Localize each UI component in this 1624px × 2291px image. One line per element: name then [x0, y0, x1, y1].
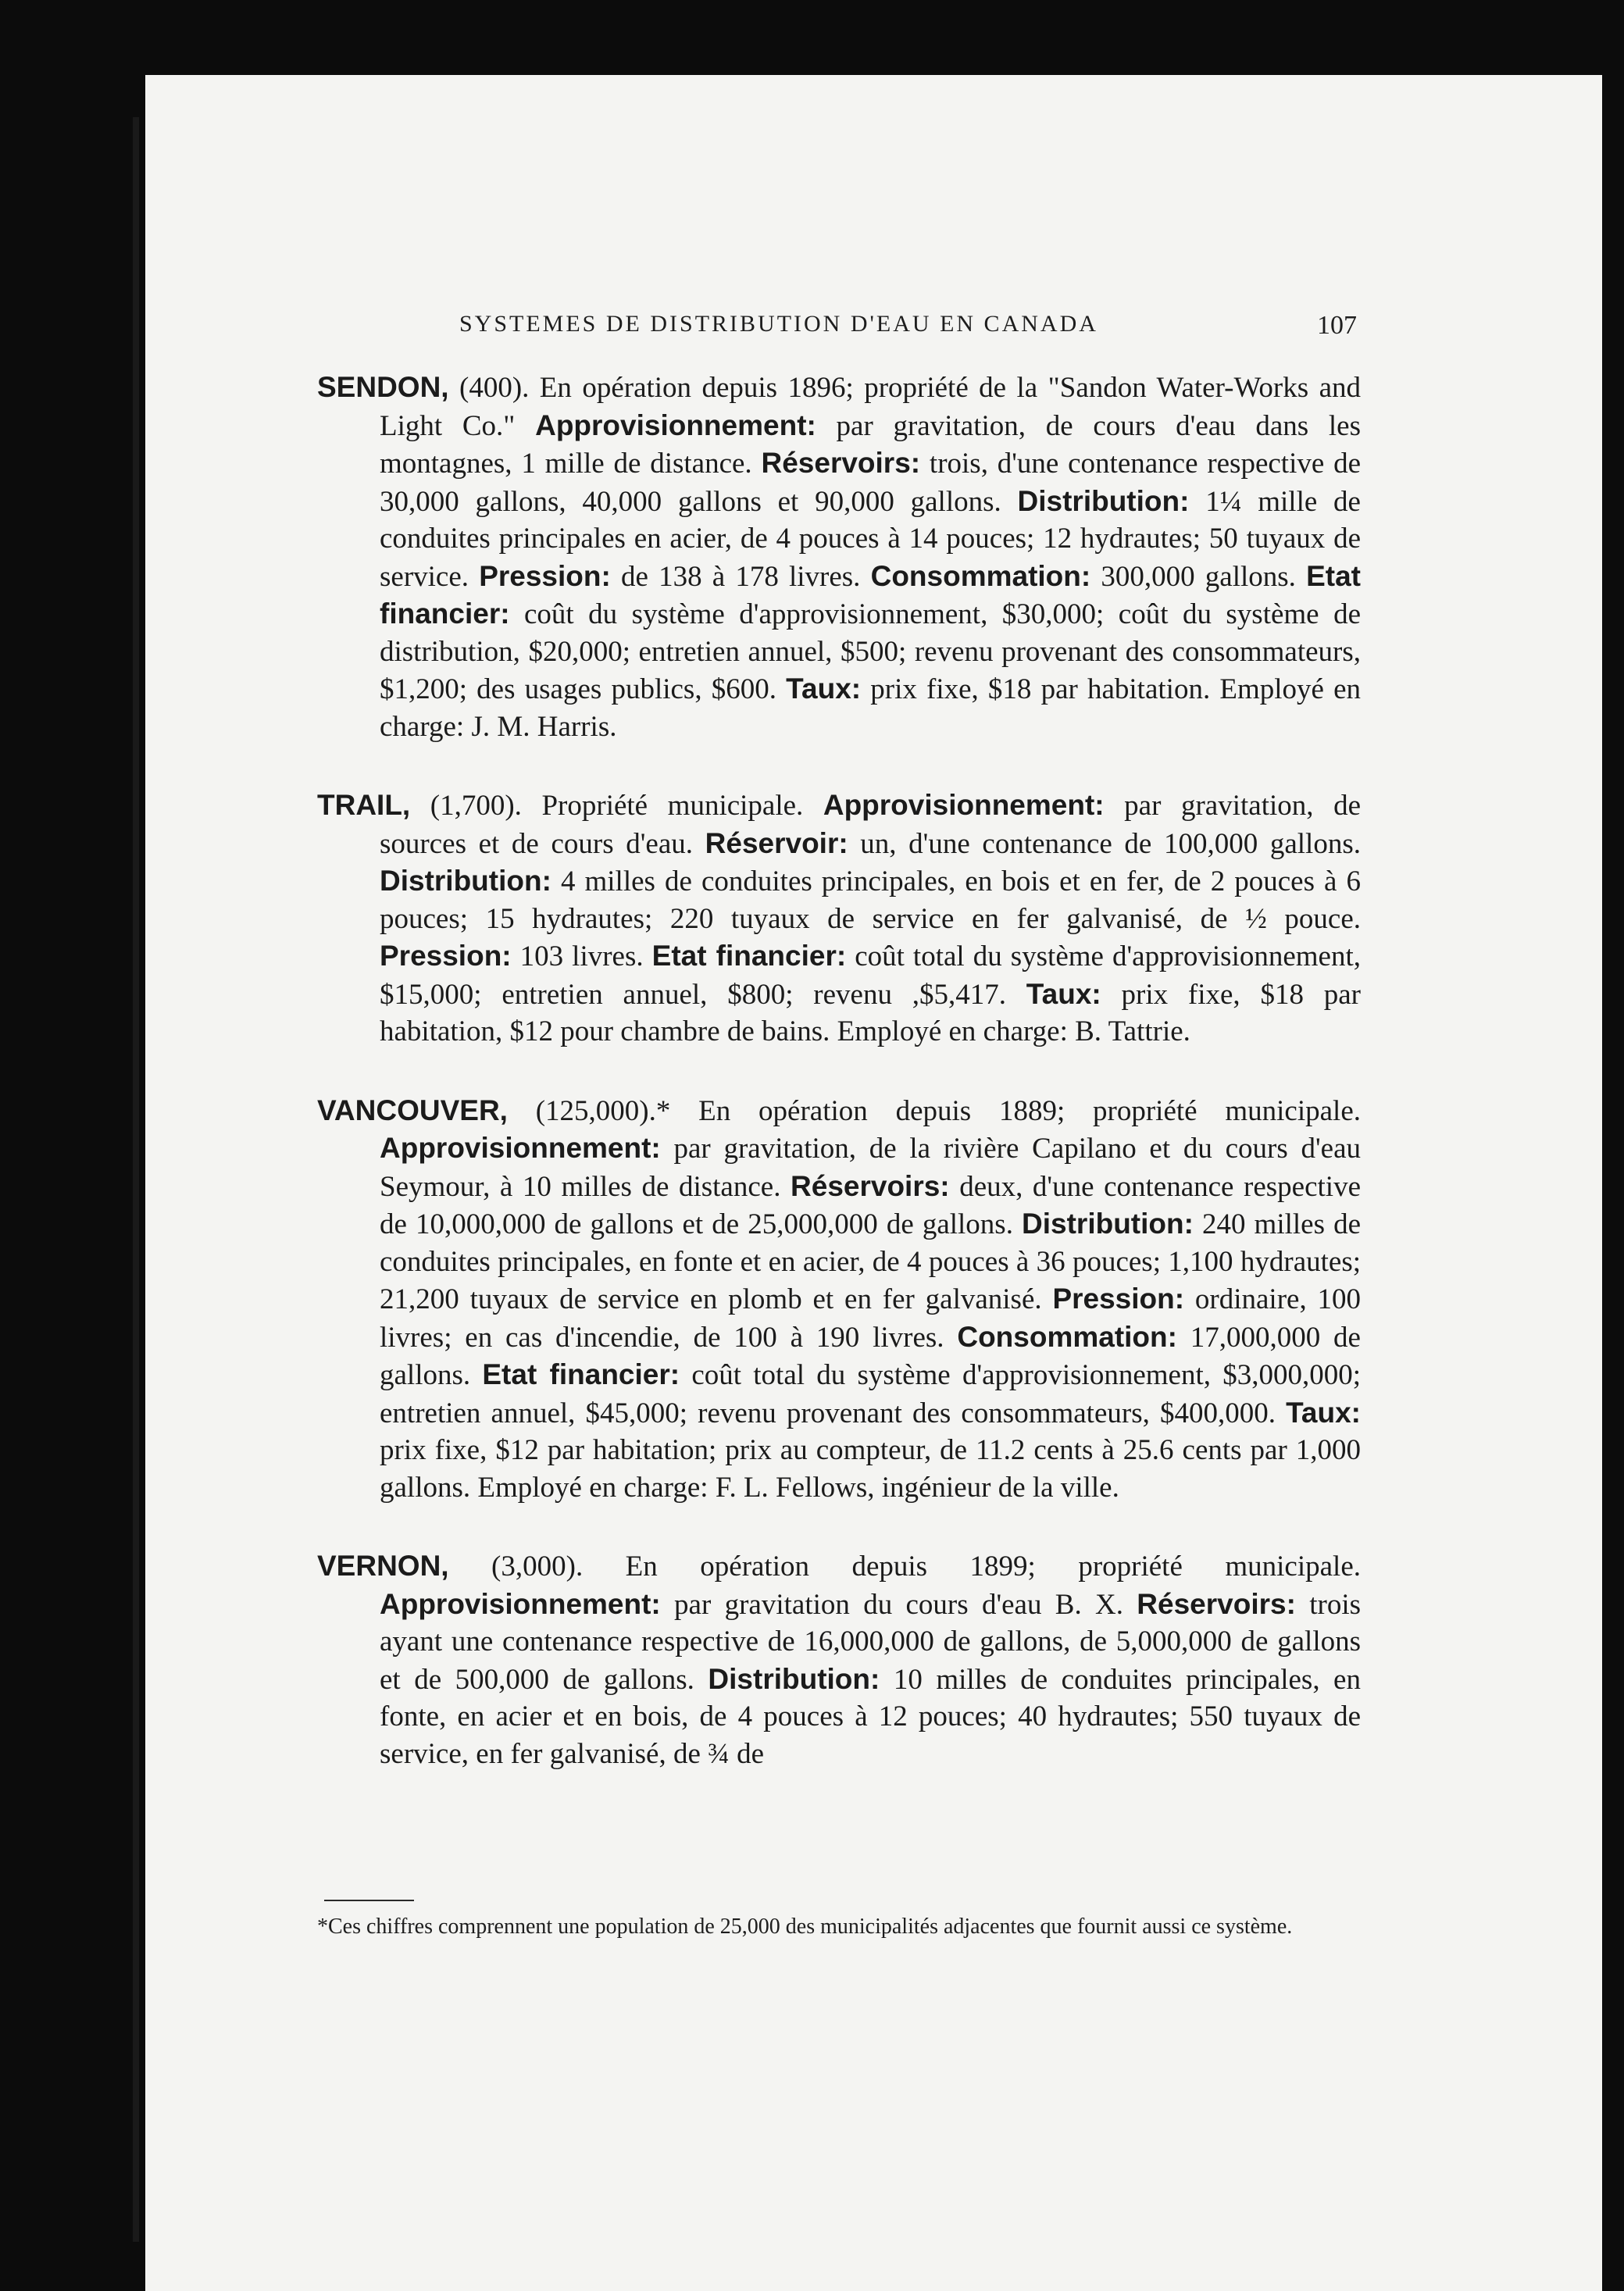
field-label: Approvisionnement:: [380, 1132, 661, 1164]
entry-text: coût total du système d'approvisionnement, $15,000; entretien annuel, $800; revenu ,$5,417.: [380, 940, 1361, 1011]
field-label: Approvisionnement:: [535, 409, 816, 441]
entry-text: 17,000,000 de gallons.: [380, 1321, 1361, 1391]
entry-text: coût du système d'approvisionnement, $30,000; coût du système de distribution, $20,000; entretien annuel, $500; revenu provenant des consommateurs, $1,200; des usages publics, $600.: [380, 598, 1361, 705]
field-label: Pression:: [1052, 1283, 1185, 1315]
field-label: Approvisionnement:: [380, 1587, 661, 1620]
entry-text: deux, d'une contenance respective de 10,000,000 de gallons et de 25,000,000 de gallons.: [380, 1170, 1361, 1240]
field-label: Réservoir:: [705, 826, 848, 859]
field-label: Consommation:: [957, 1320, 1177, 1353]
entry-text: (1,700). Propriété municipale.: [410, 790, 823, 822]
entry-text: 1¼ mille de conduites principales en acier, de 4 pouces à 14 pouces; 12 hydrautes; 50 tuyaux de service.: [380, 485, 1361, 593]
entry-text: (400). En opération depuis 1896; propriété de la "Sandon Water-Works and Light Co.": [380, 372, 1361, 442]
entry-text: par gravitation, de la rivière Capilano et du cours d'eau Seymour, à 10 milles de distance.: [380, 1133, 1361, 1203]
entry-name: SENDON,: [317, 371, 449, 403]
entry-body: [380, 790, 1361, 1047]
entry-text: trois, d'une contenance respective de 30,000 gallons, 40,000 gallons et 90,000 gallons.: [380, 448, 1362, 518]
field-label: Approvisionnement:: [823, 789, 1105, 821]
entry-body: [380, 372, 1361, 743]
field-label: Distribution:: [380, 865, 551, 897]
entry-name: VANCOUVER,: [317, 1094, 508, 1126]
running-title: SYSTEMES DE DISTRIBUTION D'EAU EN CANADA: [459, 311, 1098, 337]
entry-text: de 138 à 178 livres.: [610, 560, 871, 593]
footnote: *Ces chiffres comprennent une population de 25,000 des municipalités adjacentes que fournit aussi ce système.: [317, 1915, 1293, 1939]
entry-sendon: [317, 369, 1361, 745]
page-number: 107: [1317, 311, 1357, 340]
book-binding-edge: [133, 117, 139, 2242]
entry-text: (3,000). En opération depuis 1899; propriété municipale.: [448, 1551, 1361, 1583]
field-label: Taux:: [786, 673, 862, 705]
entry-body: [380, 1095, 1361, 1504]
field-label: Distribution:: [1017, 484, 1190, 517]
entry-vancouver: [317, 1092, 1361, 1507]
entry-text: par gravitation du cours d'eau B. X.: [660, 1588, 1137, 1621]
field-label: Etat financier:: [482, 1358, 680, 1390]
field-label: Distribution:: [708, 1662, 880, 1695]
field-label: Réservoirs:: [1137, 1587, 1296, 1620]
entry-text: un, d'une contenance de 100,000 gallons.: [848, 827, 1361, 860]
entry-vernon: [317, 1547, 1361, 1772]
footnote-rule: [324, 1900, 414, 1901]
field-label: Consommation:: [870, 559, 1091, 592]
entry-body: [380, 1551, 1361, 1770]
field-label: Etat financier:: [380, 559, 1361, 630]
field-label: Réservoirs:: [761, 447, 921, 479]
field-label: Distribution:: [1022, 1208, 1194, 1240]
entries-list: [317, 369, 1361, 1814]
field-label: Taux:: [1026, 977, 1101, 1010]
entry-trail: [317, 787, 1361, 1051]
entry-text: coût total du système d'approvisionnement, $3,000,000; entretien annuel, $45,000; revenu provenant des consommateurs, $400,000.: [380, 1359, 1362, 1429]
entry-text: 240 milles de conduites principales, en fonte et en acier, de 4 pouces à 36 pouces; 1,100 hydrautes; 21,200 tuyaux de service en plomb et en fer galvanisé.: [380, 1208, 1361, 1315]
entry-name: VERNON,: [317, 1550, 449, 1582]
entry-text: par gravitation, de cours d'eau dans les montagnes, 1 mille de distance.: [380, 409, 1361, 480]
field-label: Pression:: [479, 559, 611, 592]
entry-text: 4 milles de conduites principales, en bois et en fer, de 2 pouces à 6 pouces; 15 hydrautes; 220 tuyaux de service en fer galvanisé, de ½ pouce.: [380, 865, 1361, 935]
entry-name: TRAIL,: [317, 789, 411, 821]
entry-text: prix fixe, $12 par habitation; prix au compteur, de 11.2 cents à 25.6 cents par 1,000 gallons. Employé en charge: F. L. Fellows, ingénieur de la ville.: [380, 1434, 1361, 1504]
field-label: Taux:: [1286, 1396, 1361, 1429]
field-label: Pression:: [380, 940, 512, 972]
entry-text: prix fixe, $18 par habitation. Employé en charge: J. M. Harris.: [380, 673, 1362, 743]
field-label: Réservoirs:: [791, 1169, 950, 1202]
entry-text: 300,000 gallons.: [1090, 560, 1307, 593]
entry-text: prix fixe, $18 par habitation, $12 pour chambre de bains. Employé en charge: B. Tattrie.: [380, 978, 1361, 1047]
entry-text: 103 livres.: [511, 940, 652, 972]
entry-text: 10 milles de conduites principales, en fonte, en acier et en bois, de 4 pouces à 12 pouces; 40 hydrautes; 550 tuyaux de service, en fer galvanisé, de ¾ de: [380, 1663, 1361, 1770]
entry-text: trois ayant une contenance respective de 16,000,000 de gallons, de 5,000,000 de gallons et de 500,000 de gallons.: [380, 1588, 1361, 1696]
entry-text: ordinaire, 100 livres; en cas d'incendie, de 100 à 190 livres.: [380, 1283, 1362, 1354]
field-label: Etat financier:: [651, 940, 847, 972]
entry-text: (125,000).* En opération depuis 1889; propriété municipale.: [507, 1094, 1361, 1127]
entry-text: par gravitation, de sources et de cours d'eau.: [380, 790, 1361, 860]
